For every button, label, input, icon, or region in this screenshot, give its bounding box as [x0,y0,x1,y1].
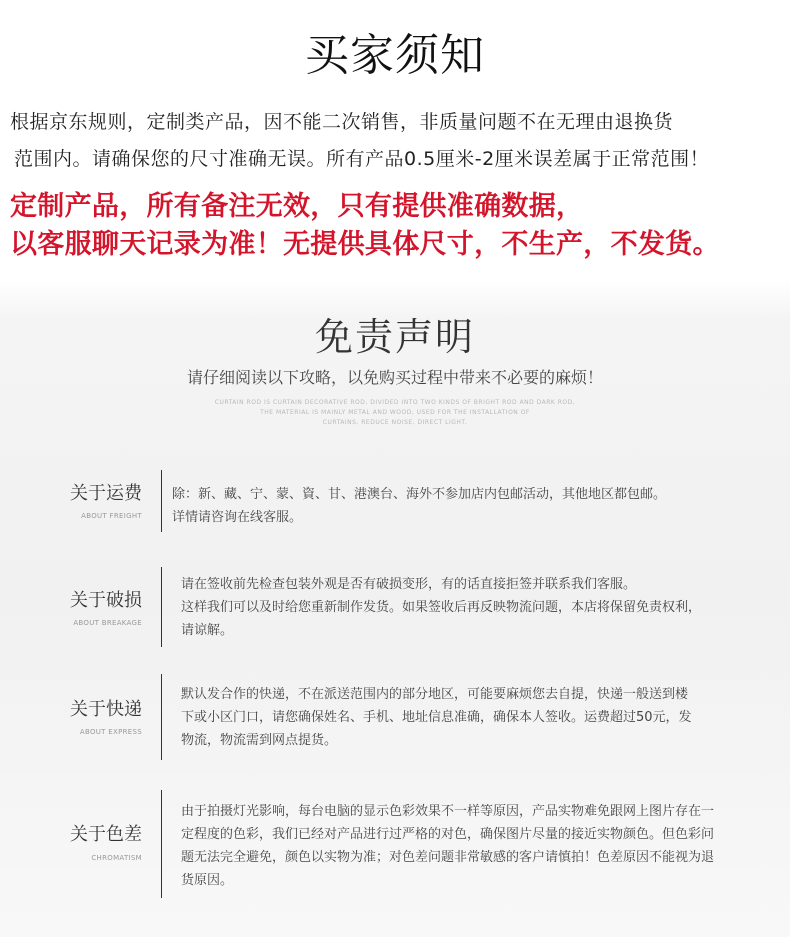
description-line: 物流，物流需到网点提货。 [181,733,338,748]
buyer-notice-section [0,0,790,280]
section-label-en: ABOUT EXPRESS [79,728,142,736]
section-description [181,683,692,752]
description-line: 由于拍摄灯光影响，每台电脑的显示色彩效果不一样等原因，产品实物难免跟网上图片存在一 [181,804,715,819]
section-label: 关于快递 [70,699,142,720]
section-label-en: ABOUT BREAKAGE [73,619,142,627]
notice-warning-line-1: 定制产品，所有备注无效，只有提供准确数据， [10,191,584,222]
section-label-en: CHROMATISM [91,854,142,862]
section-freight [0,470,790,532]
disclaimer-title: 免责声明 [314,315,475,359]
description-line: 详情请咨询在线客服。 [172,510,303,525]
section-divider [161,790,162,898]
description-line: 请在签收前先检查包装外观是否有破损变形，有的话直接拒签并联系我们客服。 [181,577,637,592]
section-chromatism [0,790,790,898]
description-line: 货原因。 [181,873,234,888]
section-description [181,800,714,892]
section-express [0,674,790,760]
disclaimer-subtitle: 请仔细阅读以下攻略，以免购买过程中带来不必要的麻烦！ [186,368,603,387]
section-label-en: ABOUT FREIGHT [81,512,142,520]
section-label: 关于色差 [70,824,142,845]
section-description [172,483,666,529]
buyer-notice-title: 买家须知 [305,30,485,81]
description-line: 定程度的色彩，我们已经对产品进行过严格的对色，确保图片尽量的接近实物颜色。但色彩问 [181,827,715,842]
description-line: 这样我们可以及时给您重新制作发货。如果签收后再反映物流问题，本店将保留免责权利， [181,600,702,615]
description-line: 默认发合作的快递，不在派送范围内的部分地区，可能要麻烦您去自提，快递一般送到楼 [181,687,689,702]
fine-print-line: THE MATERIAL IS MAINLY METAL AND WOOD, USED FOR THE INSTALLATION OF [260,409,530,416]
notice-line-1: 根据京东规则，定制类产品，因不能二次销售，非质量问题不在无理由退换货 [10,111,674,133]
section-divider [161,470,162,532]
fine-print [195,398,595,428]
description-line: 请谅解。 [181,623,234,638]
section-breakage [0,567,790,647]
notice-warning-line-2: 以客服聊天记录为准！无提供具体尺寸，不生产，不发货。 [10,229,720,260]
fine-print-line: CURTAINS, REDUCE NOISE, DIRECT LIGHT. [322,419,468,426]
section-label: 关于运费 [70,483,142,504]
section-divider [161,567,162,647]
notice-line-2: 范围内。请确保您的尺寸准确无误。所有产品0.5厘米-2厘米误差属于正常范围！ [14,148,710,170]
section-divider [161,674,162,760]
fine-print-line: CURTAIN ROD IS CURTAIN DECORATIVE ROD, DIVIDED INTO TWO KINDS OF BRIGHT ROD AND DARK ROD, [214,399,576,406]
description-line: 题无法完全避免，颜色以实物为准；对色差问题非常敏感的客户请慎拍！色差原因不能视为退 [181,850,715,865]
section-description [181,573,701,642]
description-line: 除：新、藏、宁、蒙、資、甘、港澳台、海外不参加店内包邮活动，其他地区都包邮。 [172,487,667,502]
description-line: 下或小区门口，请您确保姓名、手机、地址信息准确，确保本人签收。运费超过50元，发 [181,710,692,725]
section-label: 关于破损 [70,590,142,611]
